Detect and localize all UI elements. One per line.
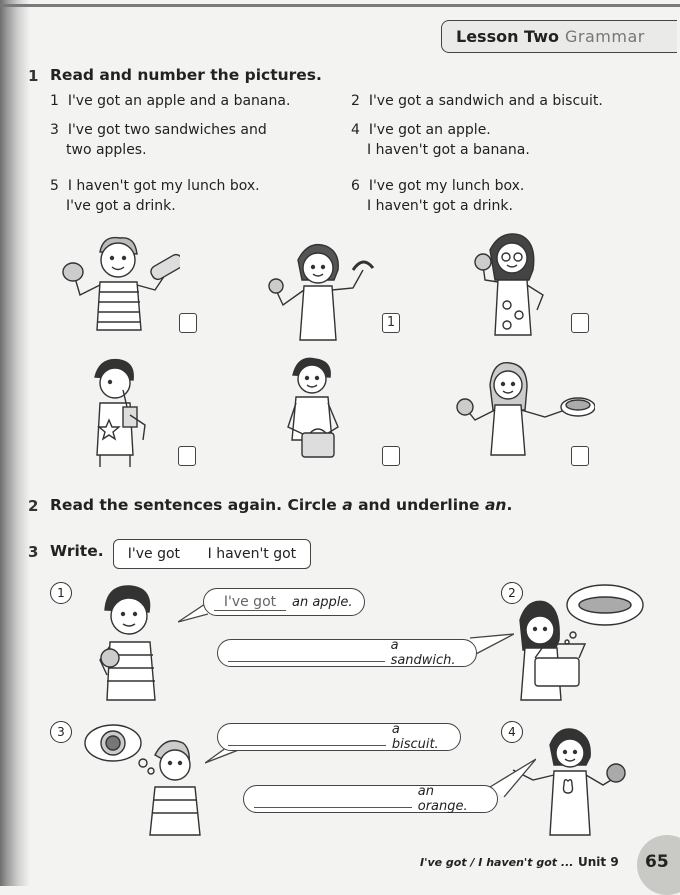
word-ive-got: I've got bbox=[127, 546, 181, 562]
ex1-answer-box-3[interactable] bbox=[571, 313, 589, 333]
page-number: 65 bbox=[645, 852, 669, 872]
ex1-sentence-6: 6 I've got my lunch box. I haven't got a drink. bbox=[351, 178, 525, 214]
ex2-number: 2 bbox=[28, 497, 39, 515]
girl-glasses-apple-illustration bbox=[465, 230, 565, 345]
boy-apple-sandwich-illustration bbox=[55, 230, 180, 345]
lesson-title: Lesson Two bbox=[456, 27, 559, 46]
ex1-sentence-2: 2 I've got a sandwich and a biscuit. bbox=[351, 93, 603, 109]
ex1-answer-box-2[interactable]: 1 bbox=[382, 313, 400, 333]
footer-title: I've got / I haven't got ... bbox=[420, 856, 574, 869]
ex1-sentence-5: 5 I haven't got my lunch box. I've got a drink. bbox=[50, 178, 260, 214]
boy-drink-illustration bbox=[75, 355, 170, 470]
ex3-bubble-3: a biscuit. bbox=[217, 723, 461, 751]
ex3-bubble-2: a sandwich. bbox=[217, 639, 477, 667]
ex1-answer-box-5[interactable] bbox=[382, 446, 400, 466]
ex3-item-1-number: 1 bbox=[50, 582, 72, 604]
ex3-bubble-1: I've got an apple. bbox=[203, 588, 365, 616]
ex1-sentence-4: 4 I've got an apple. I haven't got a banana. bbox=[351, 122, 530, 158]
ex3-item-3-number: 3 bbox=[50, 721, 72, 743]
book-spine-shadow bbox=[0, 0, 30, 886]
ex3-bubble-4: an orange. bbox=[243, 785, 498, 813]
ex1-answer-box-1[interactable] bbox=[179, 313, 197, 333]
ex3-answer-3[interactable] bbox=[228, 729, 386, 746]
boy-thinking-biscuit-illustration bbox=[75, 715, 215, 840]
boy-with-apple-illustration bbox=[85, 580, 185, 705]
ex1-number: 1 bbox=[28, 67, 39, 85]
ex1-answer-box-4[interactable] bbox=[178, 446, 196, 466]
ex1-sentence-1: 1 I've got an apple and a banana. bbox=[50, 93, 291, 109]
ex3-number: 3 bbox=[28, 543, 39, 561]
ex3-item-2-number: 2 bbox=[501, 582, 523, 604]
ex1-sentence-3: 3 I've got two sandwiches and two apples. bbox=[50, 122, 267, 158]
ex3-instruction: Write. bbox=[50, 542, 104, 560]
footer-unit: Unit 9 bbox=[578, 855, 619, 869]
ex2-instruction: Read the sentences again. Circle a and underline an. bbox=[50, 496, 513, 514]
boy-lunchbox-illustration bbox=[280, 355, 375, 470]
bubble-tail-2 bbox=[470, 632, 514, 662]
ex3-answer-1[interactable]: I've got bbox=[214, 594, 286, 611]
ex3-item-4-number: 4 bbox=[501, 721, 523, 743]
ex1-instruction: Read and number the pictures. bbox=[50, 66, 322, 84]
ex1-answer-box-6[interactable] bbox=[571, 446, 589, 466]
girl-apple-banana-illustration bbox=[258, 240, 388, 345]
ex3-answer-2[interactable] bbox=[228, 645, 385, 662]
word-i-havent-got: I haven't got bbox=[207, 546, 297, 562]
top-rule bbox=[0, 4, 680, 7]
ex3-word-box bbox=[113, 539, 311, 569]
ex3-answer-4[interactable] bbox=[254, 791, 412, 808]
lesson-header bbox=[441, 20, 677, 53]
lesson-topic: Grammar bbox=[564, 27, 645, 46]
girl-thinking-sandwich-illustration bbox=[515, 580, 645, 705]
